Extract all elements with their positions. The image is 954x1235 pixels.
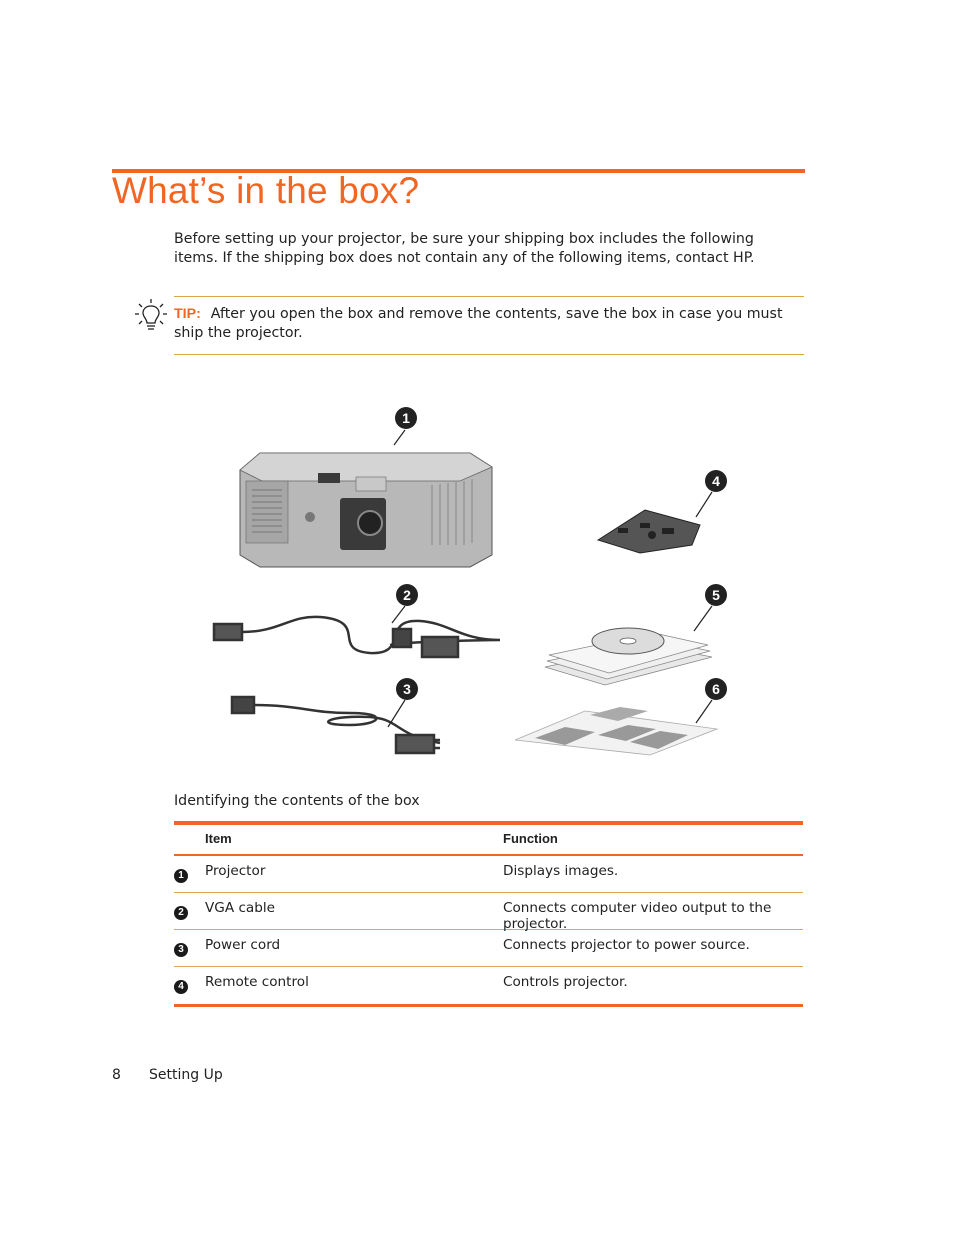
callout-6 bbox=[696, 678, 727, 723]
row-item: Power cord bbox=[205, 937, 281, 953]
setup-poster-illustration bbox=[515, 707, 717, 755]
table-row bbox=[174, 930, 803, 967]
callout-2 bbox=[392, 584, 418, 623]
row-number-badge: 4 bbox=[174, 980, 188, 994]
projector-illustration bbox=[240, 453, 492, 567]
power-cord-illustration bbox=[232, 697, 440, 753]
page-title: What’s in the box? bbox=[112, 170, 420, 211]
row-function: Connects computer video output to the projector. bbox=[503, 900, 772, 932]
page-number: 8 bbox=[112, 1067, 121, 1083]
row-item: Projector bbox=[205, 863, 266, 879]
table-header bbox=[174, 825, 803, 856]
callout-1-label: 1 bbox=[402, 410, 410, 426]
documentation-cd-illustration bbox=[545, 628, 712, 685]
row-function: Displays images. bbox=[503, 863, 619, 879]
row-item: Remote control bbox=[205, 974, 309, 990]
callout-2-label: 2 bbox=[403, 587, 411, 603]
table-row bbox=[174, 967, 803, 1004]
row-function: Connects projector to power source. bbox=[503, 937, 750, 953]
lightbulb-icon bbox=[135, 298, 167, 334]
contents-table bbox=[174, 821, 803, 1007]
remote-control-illustration bbox=[598, 510, 700, 553]
row-number-badge: 1 bbox=[174, 869, 188, 883]
vga-cable-illustration bbox=[214, 617, 500, 657]
tip-text bbox=[174, 305, 802, 343]
callout-3 bbox=[388, 678, 418, 727]
row-number-badge: 3 bbox=[174, 943, 188, 957]
tip-label: TIP: bbox=[174, 306, 201, 322]
callout-4-label: 4 bbox=[712, 473, 720, 489]
callout-1 bbox=[394, 407, 417, 445]
table-row bbox=[174, 893, 803, 930]
section-name: Setting Up bbox=[149, 1067, 223, 1083]
callout-5 bbox=[694, 584, 727, 631]
row-number-badge: 2 bbox=[174, 906, 188, 920]
row-function: Controls projector. bbox=[503, 974, 628, 990]
header-num-cell bbox=[174, 825, 205, 854]
row-item: VGA cable bbox=[205, 900, 276, 916]
callout-3-label: 3 bbox=[403, 681, 411, 697]
header-item: Item bbox=[205, 831, 232, 846]
intro-paragraph: Before setting up your projector, be sure your shipping box includes the following items. If the shipping box does not contain any of the following items, contact HP. bbox=[174, 231, 755, 266]
box-contents-illustration bbox=[200, 395, 740, 775]
tip-body: After you open the box and remove the contents, save the box in case you must ship the projector. bbox=[174, 306, 783, 341]
callout-6-label: 6 bbox=[712, 681, 720, 697]
callout-4 bbox=[696, 470, 727, 517]
figure-caption: Identifying the contents of the box bbox=[174, 793, 420, 809]
table-row bbox=[174, 856, 803, 893]
header-function: Function bbox=[503, 831, 558, 846]
callout-5-label: 5 bbox=[712, 587, 720, 603]
